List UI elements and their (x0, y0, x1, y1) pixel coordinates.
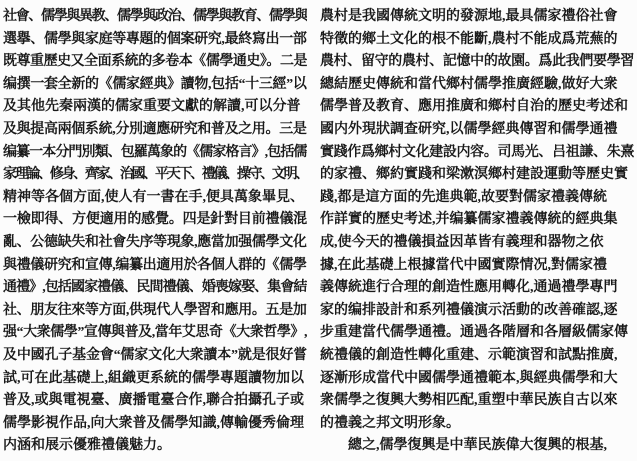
text-line: 特徵的鄉土文化的根不能斷,農村不能成爲荒蕪的 (320, 31, 618, 47)
text-line: 作詳實的歷史考述,并编纂儒家禮義傳統的經典集 (320, 212, 618, 228)
text-line: 儒學影視作品,向大衆普及儒學知識,傳輸優秀倫理 (3, 415, 304, 431)
text-line: 踐,都是這方面的先進典範,故要對儒家禮義傳統 (320, 189, 607, 205)
text-line: 農村、留守的農村、記憶中的故園。爲此我們要學習 (320, 54, 634, 70)
text-line: 既尊重歷史又全面系統的多卷本《儒學通史》。二是 (3, 54, 307, 70)
text-line: 亂、公德缺失和社會失序等現象,應當加强儒學文化 (3, 234, 307, 250)
text-line: 衆儒學之復興大勢相匹配,重塑中華民族自古以來 (320, 393, 618, 409)
text-line: 與禮儀研究和宣傳,编纂出適用於各個人群的《儒學 (3, 257, 307, 273)
text-line: 家的编排設計和系列禮儀演示活動的改善確認,逐 (320, 302, 618, 318)
text-line: 成,使今天的禮儀損益因革皆有義理和器物之依 (320, 234, 604, 250)
text-line: 社、朋友往來等方面,供現代人學習和應用。五是加 (3, 302, 307, 318)
text-line: 國内外現狀調查研究,以儒學經典傳習和儒學通禮 (320, 121, 618, 137)
text-column-right (320, 6, 634, 461)
text-line: 農村是我國傳統文明的發源地,最具儒家禮俗社會 (320, 9, 618, 24)
text-line: 精神等各個方面,使人有一書在手,便具萬象畢見、 (3, 189, 304, 205)
text-line: 逐漸形成當代中國儒學通禮範本,與經典儒學和大 (320, 370, 618, 386)
text-line: 選擧、儒學與家庭等專題的個案研究,最終寫出一部 (3, 31, 307, 47)
text-line: 普及,或與電視臺、廣播電臺合作,聯合拍攝孔子或 (3, 393, 304, 409)
text-line: 通禮》,包括國家禮儀、民間禮儀、婚喪嫁娶、集會結 (3, 280, 307, 296)
text-line: 義傳統進行合理的創造性應用轉化,通過禮學專門 (320, 280, 618, 296)
text-line: 强“大衆儒學”宣傳與普及,當年艾思奇《大衆哲學》, (3, 325, 307, 341)
text-line: 及中國孔子基金會“儒家文化大衆讀本”就是很好嘗 (3, 347, 307, 363)
text-line: 内涵和展示優雅禮儀魅力。 (3, 438, 171, 454)
text-line: 據,在此基礎上根據當代中國實際情况,對儒家禮 (320, 257, 607, 273)
text-line: 總結歷史傳統和當代鄉村儒學推廣經驗,做好大衆 (320, 76, 618, 92)
text-line: 儒學普及教育、應用推廣和鄉村自治的歷史考述和 (320, 99, 628, 115)
text-line: 的禮義之邦文明形象。 (320, 415, 460, 431)
text-line: 總之,儒學復興是中華民族偉大復興的根基, (320, 438, 607, 454)
text-line: 的家禮、鄉約實踐和梁漱溟鄉村建設運動等歷史實 (320, 167, 628, 183)
text-line: 编纂一本分門別類、包羅萬象的《儒家格言》,包括儒 (3, 144, 307, 160)
text-column-left (3, 6, 307, 461)
text-line: 社會、儒學與異教、儒學與政治、儒學與教育、儒學與 (3, 9, 307, 24)
text-line: 統禮儀的創造性轉化重建、示範演習和試點推廣, (320, 347, 618, 363)
text-line: 試,可在此基礎上,組織更系統的儒學專題讀物加以 (3, 370, 304, 386)
text-line: 步重建當代儒學通禮。通過各階層和各層級儒家傳 (320, 325, 628, 341)
text-line: 及與提高兩個系統,分別適應研究和普及之用。三是 (3, 121, 307, 137)
text-line: 一檢即得、方便適用的感覺。四是針對目前禮儀混 (3, 212, 307, 228)
text-line: 實踐作爲鄉村文化建設内容。司馬光、吕祖謙、朱熹 (320, 144, 634, 160)
text-line: 家理論、修身、齊家、治國、平天下、禮儀、操守、文明、 (3, 167, 307, 183)
text-line: 编撰一套全新的《儒家經典》讀物,包括“十三經”以 (3, 76, 307, 92)
text-line: 及其他先秦兩漢的儒家重要文獻的解讀,可以分普 (3, 99, 301, 115)
